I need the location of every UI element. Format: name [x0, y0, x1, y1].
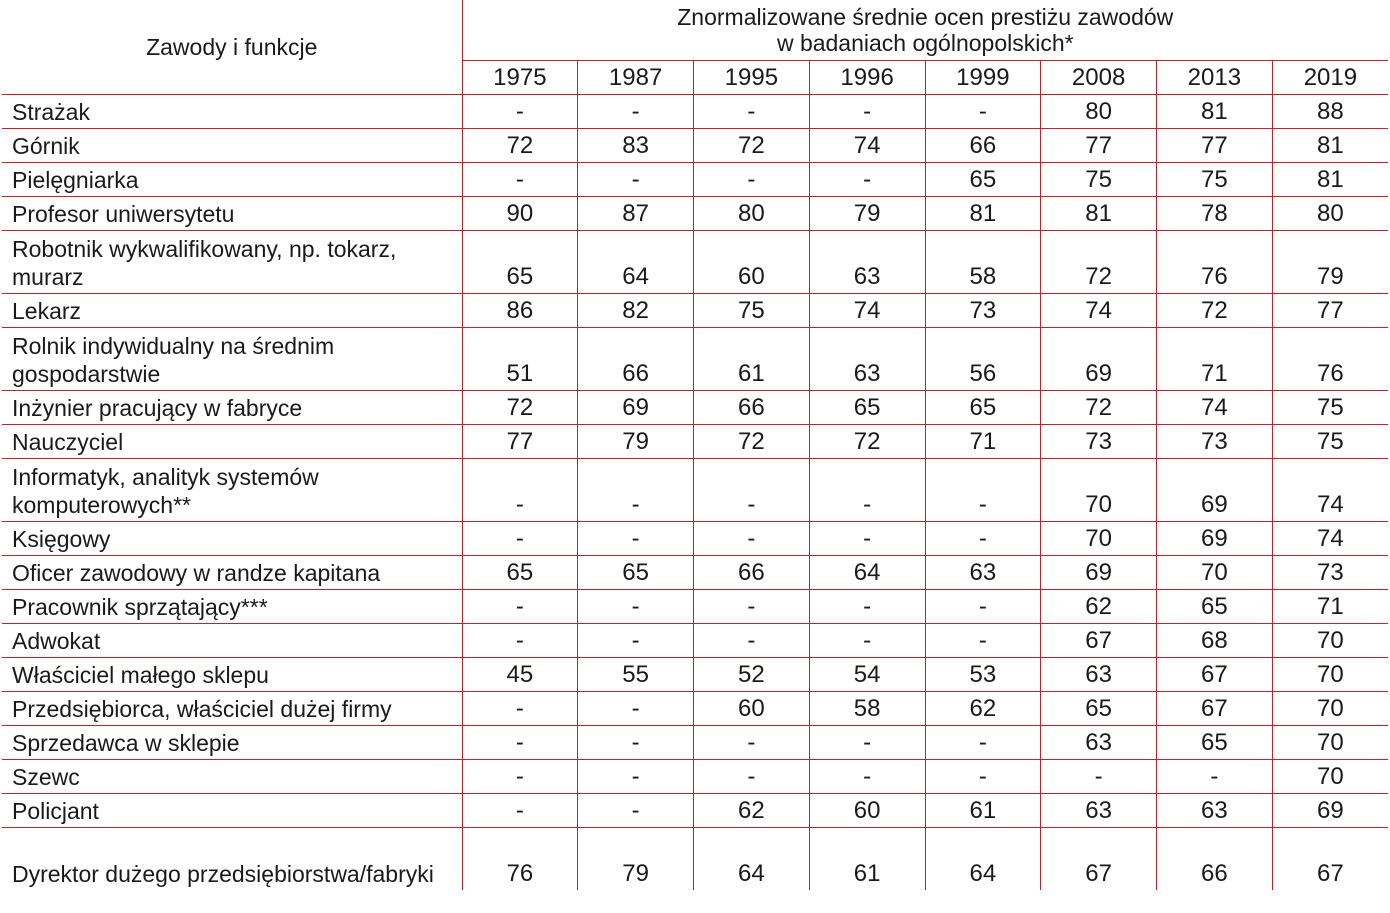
occupation-name: Informatyk, analityk systemów komputerowych** [2, 459, 462, 522]
score-cell: - [694, 590, 810, 624]
occupation-name: Strażak [2, 95, 462, 129]
score-cell: - [809, 459, 925, 522]
score-cell: 66 [694, 391, 810, 425]
table-row [2, 658, 1388, 692]
score-cell: 72 [809, 425, 925, 459]
score-cell: - [1157, 760, 1273, 794]
score-cell: - [462, 726, 578, 760]
score-cell: 61 [809, 828, 925, 891]
score-cell: 75 [1272, 425, 1388, 459]
score-cell: 65 [809, 391, 925, 425]
row-label-header: Zawody i funkcje [2, 0, 462, 95]
score-cell: 82 [578, 294, 694, 328]
occupation-name: Robotnik wykwalifikowany, np. tokarz, murarz [2, 231, 462, 294]
year-header-cell: 1987 [578, 61, 694, 95]
table-row [2, 231, 1388, 294]
occupation-name: Oficer zawodowy w randze kapitana [2, 556, 462, 590]
score-cell: 64 [809, 556, 925, 590]
score-cell: 86 [462, 294, 578, 328]
score-cell: - [462, 692, 578, 726]
score-cell: 65 [925, 391, 1041, 425]
score-cell: 62 [694, 794, 810, 828]
score-cell: - [925, 726, 1041, 760]
score-cell: 80 [1041, 95, 1157, 129]
score-cell: 58 [809, 692, 925, 726]
score-cell: 77 [1272, 294, 1388, 328]
table-row [2, 95, 1388, 129]
score-cell: 70 [1272, 726, 1388, 760]
score-cell: 63 [1157, 794, 1273, 828]
score-cell: - [578, 624, 694, 658]
score-cell: 64 [578, 231, 694, 294]
score-cell: 54 [809, 658, 925, 692]
score-cell: 67 [1041, 828, 1157, 891]
group-title-header [462, 0, 1388, 61]
score-cell: 63 [1041, 794, 1157, 828]
score-cell: 60 [694, 692, 810, 726]
table-row [2, 459, 1388, 522]
score-cell: 69 [1041, 328, 1157, 391]
score-cell: 78 [1157, 197, 1273, 231]
score-cell: - [925, 522, 1041, 556]
score-cell: 65 [1157, 590, 1273, 624]
score-cell: 75 [1041, 163, 1157, 197]
score-cell: 75 [694, 294, 810, 328]
score-cell: 88 [1272, 95, 1388, 129]
score-cell: - [578, 590, 694, 624]
score-cell: 81 [1272, 129, 1388, 163]
score-cell: 79 [809, 197, 925, 231]
occupation-name: Przedsiębiorca, właściciel dużej firmy [2, 692, 462, 726]
score-cell: - [809, 95, 925, 129]
table-row [2, 129, 1388, 163]
score-cell: 56 [925, 328, 1041, 391]
score-cell: 63 [1041, 726, 1157, 760]
score-cell: - [462, 624, 578, 658]
score-cell: - [462, 760, 578, 794]
occupation-name: Rolnik indywidualny na średnim gospodarstwie [2, 328, 462, 391]
score-cell: 72 [462, 391, 578, 425]
score-cell: 83 [578, 129, 694, 163]
score-cell: 63 [809, 231, 925, 294]
score-cell: 74 [809, 294, 925, 328]
table-row [2, 760, 1388, 794]
occupation-name: Księgowy [2, 522, 462, 556]
occupation-name: Właściciel małego sklepu [2, 658, 462, 692]
score-cell: 60 [809, 794, 925, 828]
table-row [2, 590, 1388, 624]
table-row [2, 726, 1388, 760]
score-cell: 69 [1157, 522, 1273, 556]
occupation-name: Dyrektor dużego przedsiębiorstwa/fabryki [2, 828, 462, 891]
score-cell: 73 [1041, 425, 1157, 459]
year-header-cell: 2013 [1157, 61, 1273, 95]
score-cell: 73 [1157, 425, 1273, 459]
score-cell: 77 [1041, 129, 1157, 163]
score-cell: 79 [578, 425, 694, 459]
occupation-name: Pracownik sprzątający*** [2, 590, 462, 624]
table-row [2, 828, 1388, 891]
score-cell: - [462, 590, 578, 624]
score-cell: 70 [1272, 692, 1388, 726]
table-row [2, 197, 1388, 231]
score-cell: 75 [1157, 163, 1273, 197]
group-title-line1: Znormalizowane średnie ocen prestiżu zawodów [677, 4, 1174, 30]
occupation-name: Pielęgniarka [2, 163, 462, 197]
score-cell: 81 [925, 197, 1041, 231]
score-cell: - [578, 692, 694, 726]
score-cell: - [578, 163, 694, 197]
year-header-cell: 1999 [925, 61, 1041, 95]
score-cell: 70 [1041, 459, 1157, 522]
score-cell: 73 [925, 294, 1041, 328]
score-cell: - [809, 163, 925, 197]
occupation-name: Inżynier pracujący w fabryce [2, 391, 462, 425]
score-cell: 70 [1272, 624, 1388, 658]
score-cell: 72 [1157, 294, 1273, 328]
score-cell: 74 [1272, 522, 1388, 556]
occupation-name: Policjant [2, 794, 462, 828]
score-cell: 67 [1157, 692, 1273, 726]
score-cell: - [809, 726, 925, 760]
score-cell: 79 [1272, 231, 1388, 294]
score-cell: - [694, 760, 810, 794]
score-cell: 66 [578, 328, 694, 391]
score-cell: 76 [1157, 231, 1273, 294]
score-cell: 69 [1157, 459, 1273, 522]
score-cell: 65 [462, 231, 578, 294]
score-cell: 76 [462, 828, 578, 891]
year-header-cell: 2019 [1272, 61, 1388, 95]
score-cell: 71 [925, 425, 1041, 459]
score-cell: 74 [809, 129, 925, 163]
score-cell: 65 [925, 163, 1041, 197]
score-cell: 81 [1041, 197, 1157, 231]
occupation-name: Szewc [2, 760, 462, 794]
score-cell: - [925, 459, 1041, 522]
score-cell: 80 [694, 197, 810, 231]
table-row [2, 328, 1388, 391]
score-cell: - [809, 522, 925, 556]
score-cell: 69 [1272, 794, 1388, 828]
occupation-name: Nauczyciel [2, 425, 462, 459]
score-cell: - [694, 522, 810, 556]
score-cell: 71 [1272, 590, 1388, 624]
table-row [2, 294, 1388, 328]
score-cell: 67 [1272, 828, 1388, 891]
score-cell: 65 [462, 556, 578, 590]
score-cell: 90 [462, 197, 578, 231]
table-row [2, 692, 1388, 726]
score-cell: 77 [1157, 129, 1273, 163]
score-cell: 68 [1157, 624, 1273, 658]
score-cell: 75 [1272, 391, 1388, 425]
group-title-line2: w badaniach ogólnopolskich* [776, 30, 1074, 56]
score-cell: 87 [578, 197, 694, 231]
score-cell: 61 [925, 794, 1041, 828]
score-cell: 67 [1041, 624, 1157, 658]
score-cell: 45 [462, 658, 578, 692]
table-row [2, 163, 1388, 197]
occupation-name: Lekarz [2, 294, 462, 328]
score-cell: 73 [1272, 556, 1388, 590]
score-cell: 70 [1157, 556, 1273, 590]
score-cell: 70 [1272, 760, 1388, 794]
score-cell: 72 [1041, 231, 1157, 294]
score-cell: 66 [1157, 828, 1273, 891]
score-cell: - [462, 95, 578, 129]
score-cell: - [694, 95, 810, 129]
score-cell: 65 [1157, 726, 1273, 760]
score-cell: - [462, 163, 578, 197]
score-cell: - [462, 522, 578, 556]
table-row [2, 425, 1388, 459]
table-row [2, 556, 1388, 590]
score-cell: - [925, 590, 1041, 624]
occupation-name: Sprzedawca w sklepie [2, 726, 462, 760]
score-cell: - [809, 760, 925, 794]
score-cell: 81 [1272, 163, 1388, 197]
score-cell: - [578, 95, 694, 129]
score-cell: 74 [1272, 459, 1388, 522]
score-cell: 81 [1157, 95, 1273, 129]
score-cell: 61 [694, 328, 810, 391]
score-cell: - [809, 624, 925, 658]
score-cell: - [578, 459, 694, 522]
year-header-cell: 1995 [694, 61, 810, 95]
score-cell: 62 [1041, 590, 1157, 624]
score-cell: 53 [925, 658, 1041, 692]
year-header-cell: 1996 [809, 61, 925, 95]
score-cell: - [925, 624, 1041, 658]
score-cell: - [578, 794, 694, 828]
score-cell: 63 [809, 328, 925, 391]
occupation-name: Górnik [2, 129, 462, 163]
score-cell: 66 [925, 129, 1041, 163]
score-cell: 66 [694, 556, 810, 590]
score-cell: 70 [1272, 658, 1388, 692]
occupation-name: Adwokat [2, 624, 462, 658]
score-cell: - [925, 95, 1041, 129]
score-cell: - [578, 726, 694, 760]
score-cell: 80 [1272, 197, 1388, 231]
score-cell: - [694, 624, 810, 658]
year-header-cell: 2008 [1041, 61, 1157, 95]
score-cell: 65 [1041, 692, 1157, 726]
score-cell: - [462, 459, 578, 522]
prestige-table [2, 0, 1388, 890]
score-cell: 70 [1041, 522, 1157, 556]
score-cell: - [694, 726, 810, 760]
score-cell: 74 [1041, 294, 1157, 328]
score-cell: - [462, 794, 578, 828]
score-cell: 79 [578, 828, 694, 891]
year-header-cell: 1975 [462, 61, 578, 95]
score-cell: 58 [925, 231, 1041, 294]
table-row [2, 624, 1388, 658]
score-cell: - [694, 459, 810, 522]
score-cell: - [578, 522, 694, 556]
occupation-name: Profesor uniwersytetu [2, 197, 462, 231]
score-cell: 74 [1157, 391, 1273, 425]
score-cell: 65 [578, 556, 694, 590]
score-cell: 64 [925, 828, 1041, 891]
table-body [2, 95, 1388, 891]
score-cell: - [1041, 760, 1157, 794]
table-header [2, 0, 1388, 95]
score-cell: 51 [462, 328, 578, 391]
score-cell: - [694, 163, 810, 197]
score-cell: 72 [694, 129, 810, 163]
score-cell: - [925, 760, 1041, 794]
score-cell: 52 [694, 658, 810, 692]
score-cell: 69 [1041, 556, 1157, 590]
score-cell: 60 [694, 231, 810, 294]
table-row [2, 391, 1388, 425]
score-cell: 62 [925, 692, 1041, 726]
score-cell: 64 [694, 828, 810, 891]
score-cell: 63 [1041, 658, 1157, 692]
score-cell: 63 [925, 556, 1041, 590]
score-cell: 71 [1157, 328, 1273, 391]
score-cell: 72 [1041, 391, 1157, 425]
score-cell: - [578, 760, 694, 794]
score-cell: 55 [578, 658, 694, 692]
score-cell: - [809, 590, 925, 624]
score-cell: 77 [462, 425, 578, 459]
score-cell: 67 [1157, 658, 1273, 692]
score-cell: 72 [462, 129, 578, 163]
table-row [2, 794, 1388, 828]
score-cell: 76 [1272, 328, 1388, 391]
score-cell: 69 [578, 391, 694, 425]
score-cell: 72 [694, 425, 810, 459]
table-row [2, 522, 1388, 556]
